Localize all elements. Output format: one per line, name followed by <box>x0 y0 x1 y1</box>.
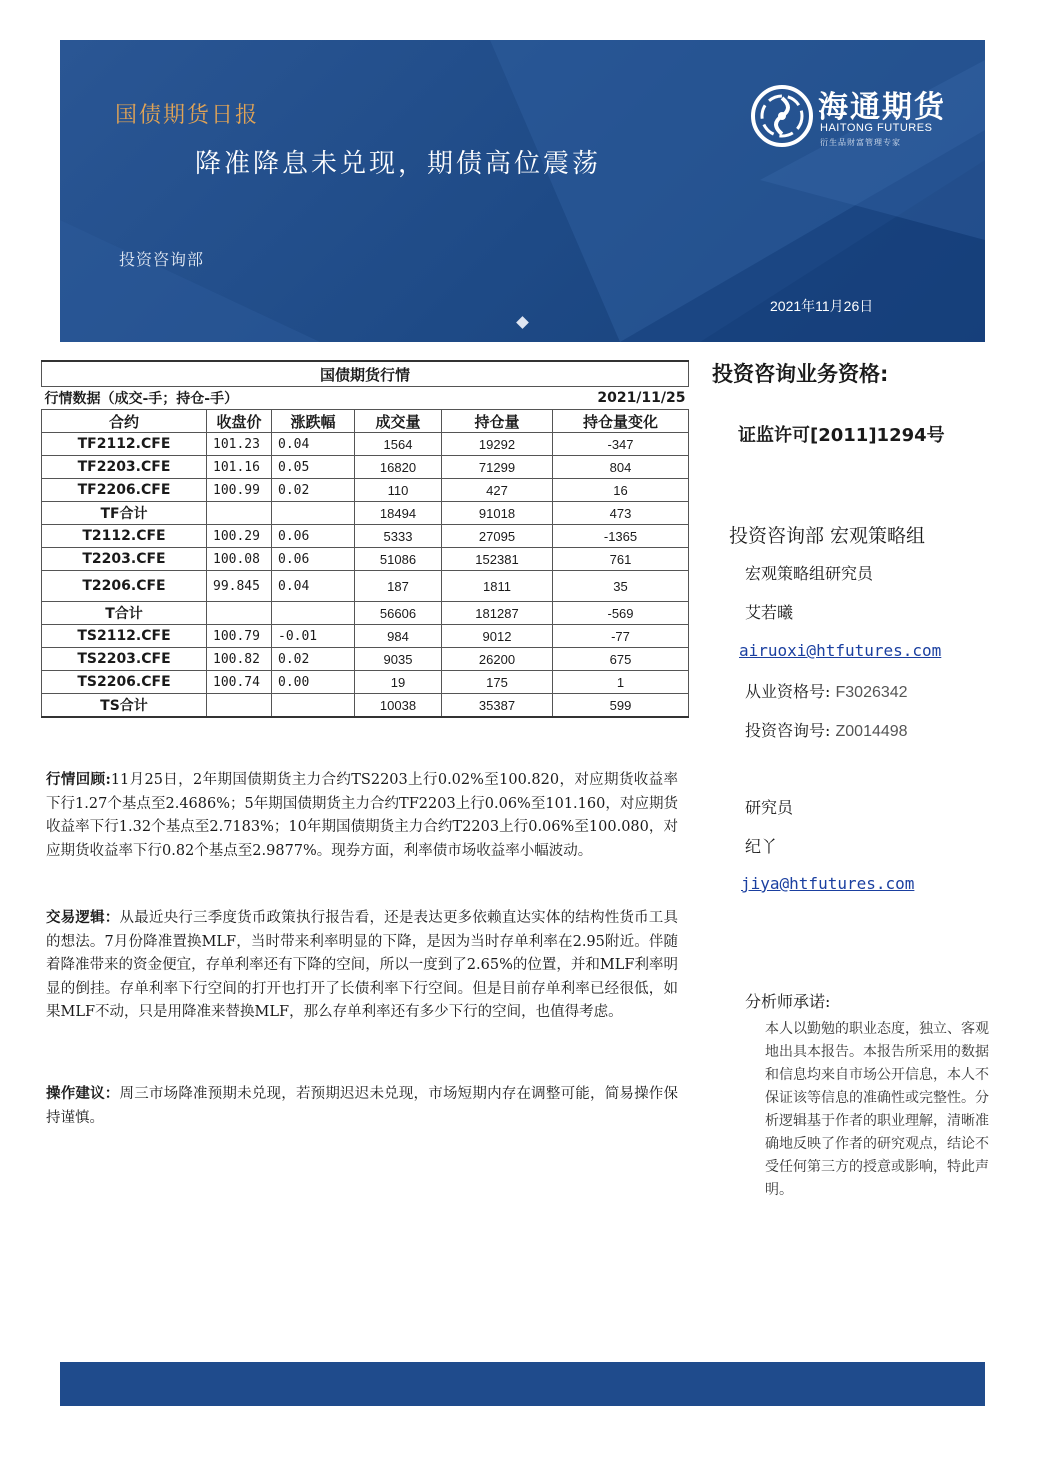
value-cell: 427 <box>442 479 553 502</box>
contract-cell: TS2203.CFE <box>42 648 207 671</box>
value-cell: 26200 <box>442 648 553 671</box>
market-review-text: 11月25日，2年期国债期货主力合约TS2203上行0.02%至100.820，对应期货收益率下行1.27个基点至2.4686%；5年期国债期货主力合约TF2203上行0.06%至101.160，对应期货收益率下行1.32个基点至2.7183%；10年期国债期货主力合约T2203上行0.06%至100.080，对应期货收益率下行0.82个基点至2.9877%。现券方面，利率债市场收益率小幅波动。 <box>46 772 678 859</box>
contract-cell: T2206.CFE <box>42 571 207 602</box>
value-cell <box>272 602 355 625</box>
value-cell <box>272 694 355 718</box>
value-cell: 9035 <box>355 648 442 671</box>
table-header-row <box>42 410 689 433</box>
value-cell: 16820 <box>355 456 442 479</box>
col-header: 持仓量 <box>442 410 553 433</box>
value-cell: -1365 <box>553 525 689 548</box>
value-cell: 181287 <box>442 602 553 625</box>
logo-emblem-icon <box>750 84 814 148</box>
value-cell: 0.02 <box>272 648 355 671</box>
value-cell: 100.74 <box>207 671 272 694</box>
license-number: 证监许可[2011]1294号 <box>738 425 945 446</box>
value-cell: 804 <box>553 456 689 479</box>
table-row <box>42 433 689 456</box>
operation-advice-paragraph <box>46 1082 678 1130</box>
company-logo <box>750 84 960 154</box>
col-header: 成交量 <box>355 410 442 433</box>
value-cell <box>207 502 272 525</box>
disclaimer-title: 分析师承诺: <box>745 992 831 1011</box>
value-cell: -569 <box>553 602 689 625</box>
col-header: 收盘价 <box>207 410 272 433</box>
col-header: 涨跌幅 <box>272 410 355 433</box>
table-row <box>42 648 689 671</box>
logo-text-cn: 海通期货 <box>818 90 946 125</box>
contract-cell: TF合计 <box>42 502 207 525</box>
analyst-email[interactable] <box>739 641 941 660</box>
contract-cell: T合计 <box>42 602 207 625</box>
value-cell: 0.02 <box>272 479 355 502</box>
logo-tagline: 衍生品财富管理专家 <box>820 138 901 147</box>
value-cell: 175 <box>442 671 553 694</box>
disclaimer-body: 本人以勤勉的职业态度，独立、客观地出具本报告。本报告所采用的数据和信息均来自市场公开信息，本人不保证该等信息的准确性或完整性。分析逻辑基于作者的职业理解，清晰准确地反映了作者的研究观点，结论不受任何第三方的授意或影响，特此声明。 <box>765 1021 989 1198</box>
value-cell: 0.05 <box>272 456 355 479</box>
footer-bar <box>60 1362 985 1406</box>
value-cell: 99.845 <box>207 571 272 602</box>
value-cell: 19 <box>355 671 442 694</box>
value-cell: 10038 <box>355 694 442 718</box>
value-cell: 1564 <box>355 433 442 456</box>
value-cell: 18494 <box>355 502 442 525</box>
value-cell: 473 <box>553 502 689 525</box>
value-cell: 0.06 <box>272 525 355 548</box>
contract-cell: TF2112.CFE <box>42 433 207 456</box>
table-row <box>42 548 689 571</box>
table-date: 2021/11/25 <box>442 387 689 410</box>
market-review-label: 行情回顾: <box>46 771 111 788</box>
researcher-email-link[interactable]: jiya@htfutures.com <box>741 874 915 893</box>
value-cell: 1811 <box>442 571 553 602</box>
contract-cell: T2112.CFE <box>42 525 207 548</box>
report-date: 2021年11月26日 <box>770 298 874 314</box>
table-row <box>42 694 689 718</box>
table-title: 国债期货行情 <box>42 361 689 387</box>
advisory-label: 投资咨询号: <box>745 721 831 740</box>
value-cell: 5333 <box>355 525 442 548</box>
report-series-title: 国债期货日报 <box>115 103 260 128</box>
operation-advice-text: 周三市场降准预期未兑现，若预期迟迟未兑现，市场短期内存在调整可能，简易操作保持谨慎。 <box>46 1086 679 1126</box>
value-cell: 0.00 <box>272 671 355 694</box>
value-cell: 110 <box>355 479 442 502</box>
table-subtitle: 行情数据（成交-手；持仓-手） <box>42 387 442 410</box>
value-cell: 101.16 <box>207 456 272 479</box>
table-row <box>42 456 689 479</box>
contract-cell: TS2112.CFE <box>42 625 207 648</box>
value-cell: 27095 <box>442 525 553 548</box>
trading-logic-text: 从最近央行三季度货币政策执行报告看，还是表达更多依赖直达实体的结构性货币工具的想法。7月份降准置换MLF，当时带来利率明显的下降，是因为当时存单利率在2.95附近。伴随着降准带来的资金便宜，存单利率还有下降的空间，所以一度到了2.65%的位置，并和MLF利率明显的倒挂。存单利率下行空间的打开也打开了长债利率下行空间。但是目前存单利率已经很低，如果MLF不动，只是用降准来替换MLF，那么存单利率还有多少下行的空间，也值得考虑。 <box>46 910 679 1020</box>
value-cell: -77 <box>553 625 689 648</box>
market-review-paragraph <box>46 768 678 863</box>
value-cell: -0.01 <box>272 625 355 648</box>
value-cell: 1 <box>553 671 689 694</box>
table-row <box>42 571 689 602</box>
table-row <box>42 602 689 625</box>
table-row <box>42 525 689 548</box>
researcher-role: 研究员 <box>745 798 794 817</box>
logo-text-en: HAITONG FUTURES <box>820 122 933 134</box>
value-cell: 761 <box>553 548 689 571</box>
value-cell: -347 <box>553 433 689 456</box>
col-header: 持仓量变化 <box>553 410 689 433</box>
qualification-title: 投资咨询业务资格: <box>712 362 889 386</box>
value-cell: 100.82 <box>207 648 272 671</box>
value-cell: 100.99 <box>207 479 272 502</box>
value-cell: 100.29 <box>207 525 272 548</box>
researcher-email[interactable] <box>741 874 914 893</box>
value-cell: 19292 <box>442 433 553 456</box>
value-cell: 71299 <box>442 456 553 479</box>
report-department: 投资咨询部 <box>119 250 205 269</box>
value-cell: 100.79 <box>207 625 272 648</box>
value-cell: 0.06 <box>272 548 355 571</box>
value-cell: 56606 <box>355 602 442 625</box>
table-row <box>42 502 689 525</box>
operation-advice-label: 操作建议： <box>46 1085 120 1102</box>
researcher-name: 纪丫 <box>745 837 778 856</box>
contract-cell: TS2206.CFE <box>42 671 207 694</box>
certificate-line <box>745 679 908 702</box>
value-cell: 187 <box>355 571 442 602</box>
value-cell: 16 <box>553 479 689 502</box>
value-cell: 599 <box>553 694 689 718</box>
value-cell: 35387 <box>442 694 553 718</box>
value-cell: 51086 <box>355 548 442 571</box>
col-header: 合约 <box>42 410 207 433</box>
advisory-value: Z0014498 <box>835 723 908 740</box>
value-cell: 675 <box>553 648 689 671</box>
department-group: 投资咨询部 宏观策略组 <box>729 525 926 547</box>
value-cell <box>207 694 272 718</box>
contract-cell: TF2206.CFE <box>42 479 207 502</box>
advisory-line <box>745 718 908 741</box>
certificate-value: F3026342 <box>835 684 908 701</box>
value-cell: 984 <box>355 625 442 648</box>
table-row <box>42 671 689 694</box>
value-cell <box>207 602 272 625</box>
trading-logic-paragraph <box>46 906 678 1025</box>
contract-cell: TF2203.CFE <box>42 456 207 479</box>
report-headline: 降准降息未兑现，期债高位震荡 <box>195 149 602 179</box>
value-cell: 101.23 <box>207 433 272 456</box>
value-cell: 0.04 <box>272 571 355 602</box>
contract-cell: TS合计 <box>42 694 207 718</box>
certificate-label: 从业资格号: <box>745 682 831 701</box>
trading-logic-label: 交易逻辑： <box>46 909 120 926</box>
report-banner <box>60 40 985 342</box>
futures-quote-table <box>41 360 689 718</box>
analyst-name: 艾若曦 <box>745 603 794 622</box>
value-cell: 152381 <box>442 548 553 571</box>
value-cell: 0.04 <box>272 433 355 456</box>
value-cell <box>272 502 355 525</box>
analyst-role: 宏观策略组研究员 <box>745 564 874 583</box>
table-row <box>42 625 689 648</box>
analyst-email-link[interactable]: airuoxi@htfutures.com <box>739 641 942 660</box>
value-cell: 100.08 <box>207 548 272 571</box>
value-cell: 35 <box>553 571 689 602</box>
value-cell: 91018 <box>442 502 553 525</box>
contract-cell: T2203.CFE <box>42 548 207 571</box>
value-cell: 9012 <box>442 625 553 648</box>
table-row <box>42 479 689 502</box>
